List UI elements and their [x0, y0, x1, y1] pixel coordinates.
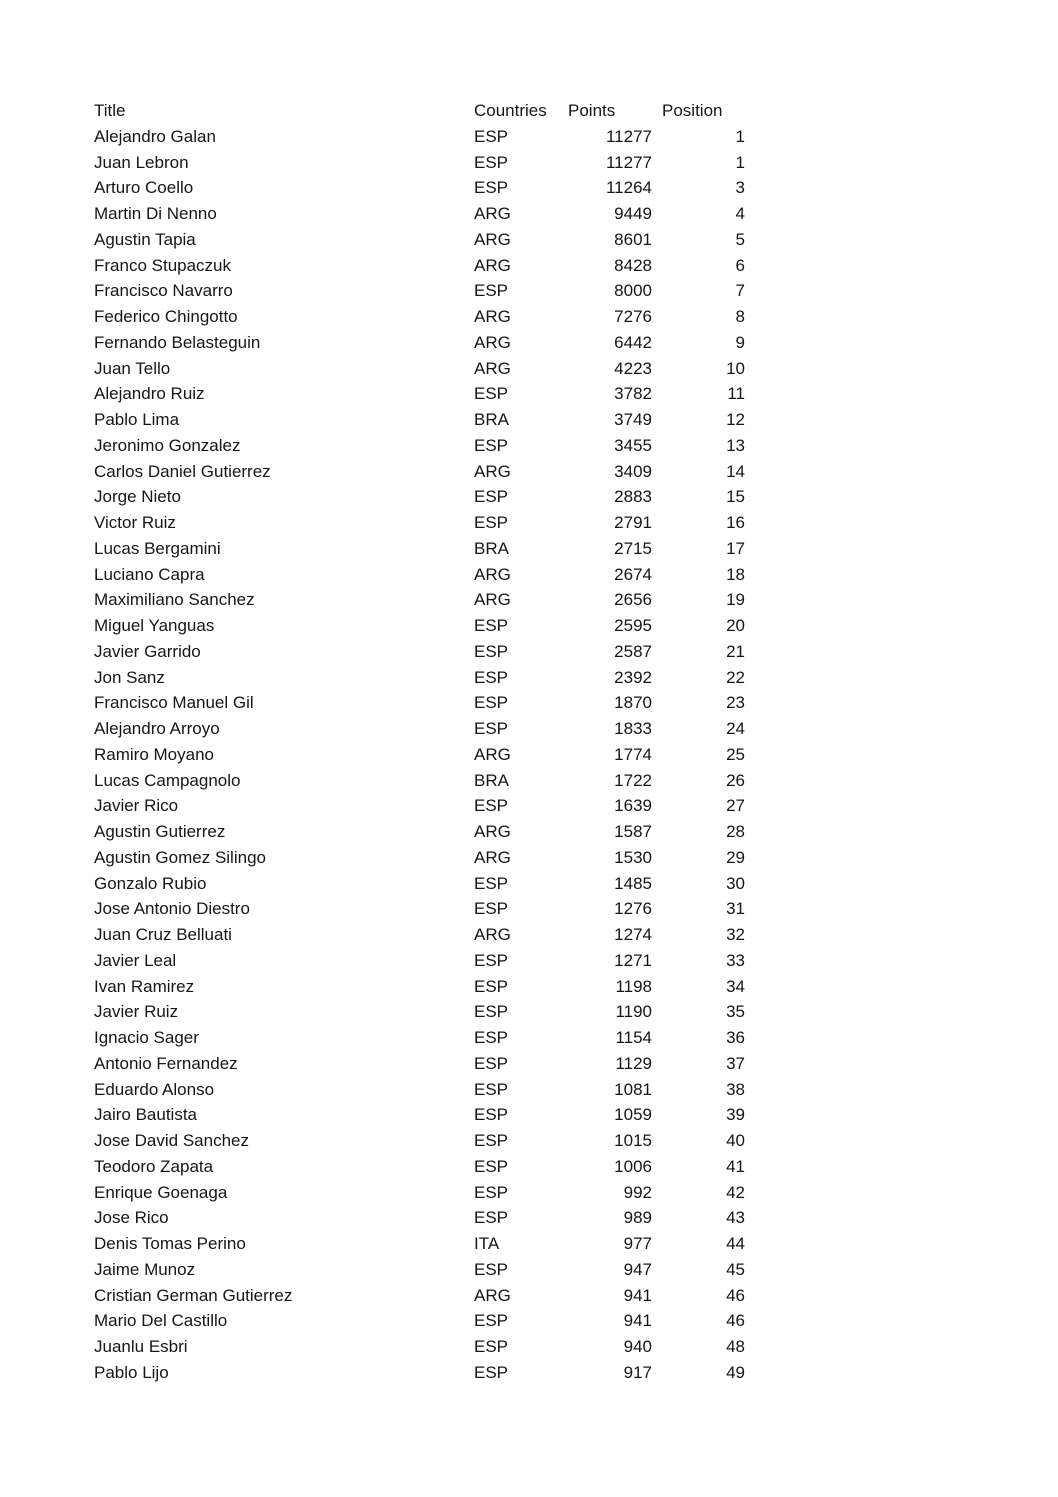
player-position: 45 [726, 1259, 745, 1279]
player-points: 8428 [614, 255, 652, 275]
player-country: ESP [474, 1079, 509, 1099]
player-points: 1774 [614, 744, 652, 764]
ranking-table [94, 98, 754, 1386]
player-position: 27 [726, 796, 745, 816]
player-points: 1485 [614, 873, 652, 893]
player-points: 2392 [614, 667, 652, 687]
player-position: 1 [735, 126, 745, 146]
player-country: ESP [474, 719, 509, 738]
player-points: 11277 [605, 126, 652, 146]
player-country: ESP [474, 1131, 509, 1150]
player-points: 1639 [614, 796, 652, 816]
player-country: ESP [474, 616, 509, 635]
player-position: 11 [727, 384, 745, 404]
player-position: 10 [726, 358, 745, 378]
player-country: ESP [474, 1208, 509, 1228]
player-points: 1833 [614, 719, 652, 738]
player-name: Francisco Manuel Gil [94, 693, 254, 713]
player-points: 8000 [614, 281, 652, 301]
player-position: 31 [726, 899, 745, 919]
player-position: 34 [726, 976, 745, 996]
player-points: 2587 [614, 641, 652, 661]
player-points: 1081 [614, 1079, 652, 1099]
player-name: Alejandro Ruiz [94, 384, 205, 404]
player-points: 2791 [614, 513, 652, 532]
player-country: ESP [474, 693, 509, 713]
player-position: 1 [735, 152, 745, 172]
player-country: ESP [474, 1362, 509, 1382]
player-position: 37 [726, 1053, 745, 1073]
player-position: 43 [726, 1208, 745, 1228]
player-points: 947 [623, 1259, 652, 1279]
player-points: 3749 [614, 410, 652, 429]
player-position: 46 [726, 1285, 745, 1305]
player-points: 7276 [614, 307, 652, 326]
player-country: ESP [474, 1053, 509, 1073]
table-row [94, 1257, 754, 1283]
player-position: 18 [726, 564, 745, 584]
player-points: 1271 [614, 950, 652, 970]
player-position: 33 [726, 950, 745, 970]
player-position: 7 [735, 281, 745, 301]
table-row [94, 587, 754, 613]
player-position: 24 [726, 719, 745, 738]
player-country: ITA [474, 1234, 500, 1253]
player-points: 3409 [614, 461, 652, 481]
player-name: Franco Stupaczuk [94, 255, 232, 275]
player-points: 6442 [614, 332, 652, 352]
player-position: 30 [726, 873, 745, 893]
table-row [94, 665, 754, 691]
player-position: 3 [735, 178, 745, 198]
table-row [94, 1025, 754, 1051]
player-points: 3455 [614, 435, 652, 455]
table-row [94, 201, 754, 227]
table-row [94, 1308, 754, 1334]
player-name: Alejandro Arroyo [94, 719, 220, 738]
player-country: ARG [474, 822, 511, 841]
player-points: 1276 [614, 899, 652, 919]
player-name: Jose Antonio Diestro [94, 899, 250, 919]
player-country: ARG [474, 461, 511, 481]
player-position: 12 [726, 410, 745, 429]
player-position: 8 [735, 307, 745, 326]
player-name: Agustin Tapia [94, 229, 196, 249]
table-row [94, 381, 754, 407]
player-points: 4223 [614, 358, 652, 378]
player-country: ESP [474, 873, 509, 893]
player-name: Cristian German Gutierrez [94, 1285, 293, 1305]
player-position: 38 [726, 1079, 745, 1099]
table-row [94, 896, 754, 922]
player-country: ESP [474, 178, 509, 198]
player-name: Ivan Ramirez [94, 976, 195, 996]
player-country: ESP [474, 126, 509, 146]
table-row [94, 536, 754, 562]
player-position: 13 [726, 435, 745, 455]
player-points: 9449 [614, 204, 652, 223]
player-country: ARG [474, 204, 511, 223]
player-name: Agustin Gomez Silingo [94, 847, 266, 867]
player-points: 1015 [614, 1131, 652, 1150]
player-points: 1587 [614, 822, 652, 841]
player-position: 22 [726, 667, 745, 687]
player-country: ARG [474, 255, 511, 275]
table-row [94, 1205, 754, 1231]
player-position: 21 [726, 641, 745, 661]
table-row [94, 484, 754, 510]
table-row [94, 150, 754, 176]
player-name: Enrique Goenaga [94, 1182, 228, 1202]
player-country: ARG [474, 358, 511, 378]
player-points: 1129 [615, 1053, 652, 1073]
player-position: 35 [726, 1002, 745, 1022]
table-row [94, 1180, 754, 1206]
player-name: Antonio Fernandez [94, 1053, 238, 1073]
table-body [94, 124, 754, 1386]
player-name: Juanlu Esbri [94, 1337, 188, 1356]
table-row [94, 510, 754, 536]
player-points: 1198 [615, 976, 652, 996]
table-row [94, 1128, 754, 1154]
player-name: Maximiliano Sanchez [94, 590, 255, 610]
player-name: Lucas Bergamini [94, 538, 221, 558]
player-name: Eduardo Alonso [94, 1079, 215, 1099]
player-position: 16 [726, 513, 745, 532]
player-country: ESP [474, 435, 509, 455]
player-position: 32 [726, 925, 745, 944]
player-name: Martin Di Nenno [94, 204, 217, 223]
player-country: ESP [474, 899, 509, 919]
table-row [94, 253, 754, 279]
player-name: Francisco Navarro [94, 281, 233, 301]
player-country: ARG [474, 332, 511, 352]
column-header-title: Title [94, 101, 126, 120]
player-country: ESP [474, 513, 509, 532]
player-position: 25 [726, 744, 745, 764]
player-country: ESP [474, 1028, 509, 1047]
player-name: Juan Tello [94, 358, 171, 378]
player-name: Luciano Capra [94, 564, 205, 584]
player-country: ARG [474, 925, 511, 944]
player-points: 11277 [605, 152, 652, 172]
table-row [94, 948, 754, 974]
table-row [94, 639, 754, 665]
table-row [94, 175, 754, 201]
table-row [94, 433, 754, 459]
player-name: Jon Sanz [94, 667, 165, 687]
player-country: ARG [474, 229, 511, 249]
player-country: ESP [474, 796, 509, 816]
table-row [94, 1283, 754, 1309]
player-country: ESP [474, 1311, 509, 1331]
player-position: 19 [726, 590, 745, 610]
player-name: Ramiro Moyano [94, 744, 214, 764]
player-name: Javier Leal [94, 950, 177, 970]
table-row [94, 227, 754, 253]
player-name: Jairo Bautista [94, 1105, 197, 1125]
table-row [94, 999, 754, 1025]
player-name: Arturo Coello [94, 178, 194, 198]
player-name: Jose David Sanchez [94, 1131, 249, 1150]
player-country: ESP [474, 1182, 509, 1202]
table-row [94, 768, 754, 794]
player-position: 41 [726, 1156, 745, 1176]
table-row [94, 459, 754, 485]
player-name: Teodoro Zapata [94, 1156, 214, 1176]
player-name: Victor Ruiz [94, 513, 176, 532]
player-country: ARG [474, 847, 511, 867]
table-row [94, 356, 754, 382]
player-position: 42 [726, 1182, 745, 1202]
player-country: BRA [474, 770, 509, 790]
player-name: Javier Rico [94, 796, 179, 816]
player-country: ARG [474, 590, 511, 610]
player-points: 1006 [614, 1156, 652, 1176]
table-row [94, 613, 754, 639]
player-position: 36 [726, 1028, 745, 1047]
player-name: Pablo Lijo [94, 1362, 169, 1382]
table-row [94, 716, 754, 742]
table-row [94, 1154, 754, 1180]
player-position: 5 [735, 229, 745, 249]
player-position: 14 [726, 461, 745, 481]
player-points: 1154 [615, 1028, 652, 1047]
table-row [94, 922, 754, 948]
player-country: ESP [474, 1337, 509, 1356]
player-position: 23 [726, 693, 745, 713]
table-row [94, 407, 754, 433]
player-name: Carlos Daniel Gutierrez [94, 461, 271, 481]
player-points: 1190 [615, 1002, 652, 1022]
table-row [94, 793, 754, 819]
player-name: Jeronimo Gonzalez [94, 435, 241, 455]
column-header-position: Position [662, 101, 723, 120]
player-points: 1722 [614, 770, 652, 790]
table-row [94, 1231, 754, 1257]
player-name: Javier Ruiz [94, 1002, 179, 1022]
column-header-countries: Countries [474, 101, 547, 120]
player-points: 3782 [614, 384, 652, 404]
table-row [94, 974, 754, 1000]
player-country: ARG [474, 744, 511, 764]
player-name: Fernando Belasteguin [94, 332, 261, 352]
player-name: Federico Chingotto [94, 307, 238, 326]
player-name: Gonzalo Rubio [94, 873, 207, 893]
table-header-row [94, 98, 754, 124]
player-points: 8601 [614, 229, 652, 249]
table-row [94, 742, 754, 768]
column-header-points: Points [568, 101, 616, 120]
player-name: Juan Cruz Belluati [94, 925, 232, 944]
player-position: 48 [726, 1337, 745, 1356]
player-points: 1870 [614, 693, 652, 713]
table-row [94, 1360, 754, 1386]
table-row [94, 124, 754, 150]
player-name: Mario Del Castillo [94, 1311, 228, 1331]
player-points: 1530 [614, 847, 652, 867]
player-country: ARG [474, 1285, 511, 1305]
player-points: 1274 [614, 925, 652, 944]
player-name: Pablo Lima [94, 410, 180, 429]
player-name: Juan Lebron [94, 152, 189, 172]
player-position: 40 [726, 1131, 745, 1150]
player-position: 15 [726, 487, 745, 507]
player-position: 26 [726, 770, 745, 790]
player-position: 46 [726, 1311, 745, 1331]
player-country: ESP [474, 1002, 509, 1022]
table-row [94, 819, 754, 845]
table-row [94, 690, 754, 716]
player-country: ESP [474, 281, 509, 301]
player-points: 2883 [614, 487, 652, 507]
player-name: Agustin Gutierrez [94, 822, 226, 841]
player-country: BRA [474, 410, 509, 429]
table-row [94, 1102, 754, 1128]
player-position: 49 [726, 1362, 745, 1382]
player-country: ESP [474, 976, 509, 996]
player-name: Jaime Munoz [94, 1259, 196, 1279]
player-country: ESP [474, 667, 509, 687]
player-position: 9 [735, 332, 745, 352]
player-name: Alejandro Galan [94, 126, 216, 146]
player-country: ESP [474, 152, 509, 172]
table-row [94, 1051, 754, 1077]
table-row [94, 871, 754, 897]
player-points: 2674 [614, 564, 652, 584]
player-points: 2595 [614, 616, 652, 635]
player-points: 941 [623, 1285, 652, 1305]
player-name: Denis Tomas Perino [94, 1234, 246, 1253]
player-position: 28 [726, 822, 745, 841]
table-row [94, 304, 754, 330]
player-country: ESP [474, 641, 509, 661]
player-country: ESP [474, 384, 509, 404]
player-position: 20 [726, 616, 745, 635]
player-name: Lucas Campagnolo [94, 770, 241, 790]
table-row [94, 278, 754, 304]
player-position: 17 [726, 538, 745, 558]
player-position: 44 [726, 1234, 745, 1253]
player-country: ARG [474, 564, 511, 584]
player-name: Jose Rico [94, 1208, 169, 1228]
player-name: Miguel Yanguas [94, 616, 215, 635]
table-row [94, 330, 754, 356]
player-position: 39 [726, 1105, 745, 1125]
player-position: 6 [735, 255, 745, 275]
table-row [94, 1334, 754, 1360]
player-country: ESP [474, 1105, 509, 1125]
player-points: 1059 [614, 1105, 652, 1125]
player-country: BRA [474, 538, 509, 558]
player-name: Javier Garrido [94, 641, 201, 661]
player-country: ESP [474, 1156, 509, 1176]
player-country: ESP [474, 950, 509, 970]
table-row [94, 845, 754, 871]
player-position: 29 [726, 847, 745, 867]
player-points: 2656 [614, 590, 652, 610]
table-row [94, 1077, 754, 1103]
player-country: ARG [474, 307, 511, 326]
player-points: 989 [623, 1208, 652, 1228]
player-points: 977 [623, 1234, 652, 1253]
player-country: ESP [474, 1259, 509, 1279]
player-points: 917 [623, 1362, 652, 1382]
player-name: Ignacio Sager [94, 1028, 199, 1047]
player-points: 940 [623, 1337, 652, 1356]
player-position: 4 [735, 204, 745, 223]
player-points: 941 [623, 1311, 652, 1331]
player-country: ESP [474, 487, 509, 507]
player-points: 2715 [614, 538, 652, 558]
player-name: Jorge Nieto [94, 487, 181, 507]
player-points: 11264 [605, 178, 652, 198]
table-row [94, 562, 754, 588]
player-points: 992 [623, 1182, 652, 1202]
